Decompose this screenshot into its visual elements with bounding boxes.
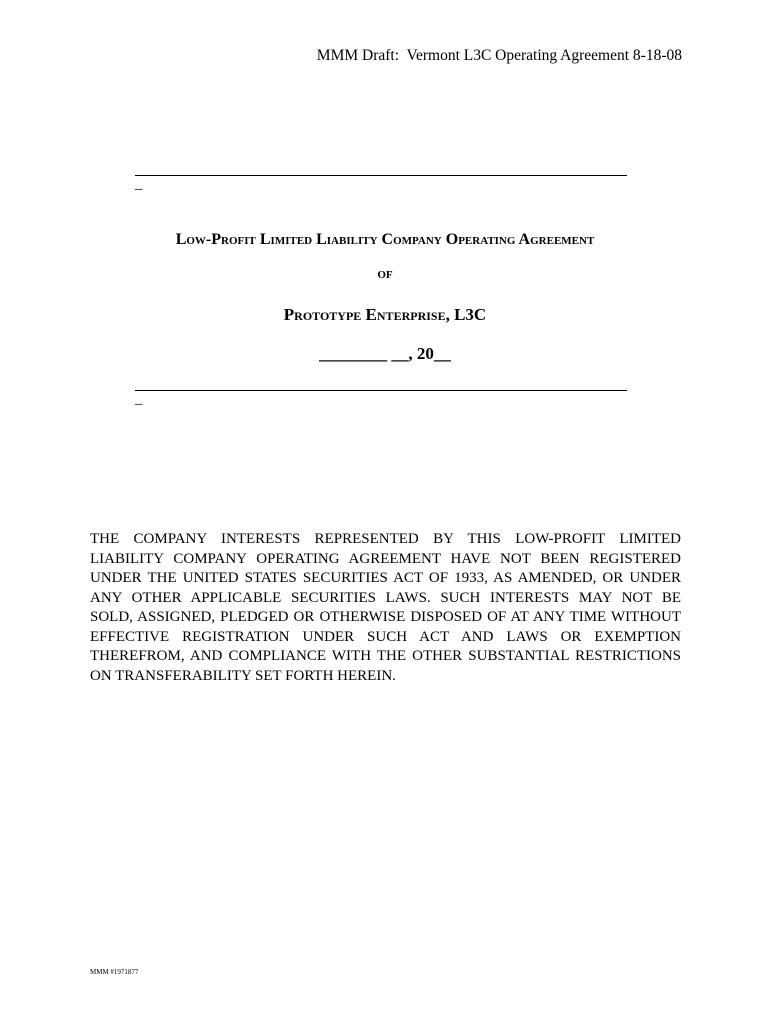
top-divider-rule: [135, 175, 627, 176]
legend-line: LIABILITY COMPANY OPERATING AGREEMENT HAVE NOT BEEN REGISTERED: [90, 550, 681, 567]
legend-line: THE COMPANY INTERESTS REPRESENTED BY THIS LOW-PROFIT LIMITED: [90, 531, 681, 547]
legend-line: ANY OTHER APPLICABLE SECURITIES LAWS. SUCH INTERESTS MAY NOT BE: [90, 589, 681, 606]
draft-header: MMM Draft: Vermont L3C Operating Agreement 8-18-08: [316, 47, 682, 64]
legend-line: SOLD, ASSIGNED, PLEDGED OR OTHERWISE DISPOSED OF AT ANY TIME WITHOUT: [90, 609, 681, 625]
legend-line: UNDER THE UNITED STATES SECURITIES ACT OF 1933, AS AMENDED, OR UNDER: [90, 570, 681, 586]
legend-line: ON TRANSFERABILITY SET FORTH HEREIN.: [90, 667, 396, 684]
date-blank: ________ __, 20__: [319, 344, 451, 363]
bottom-divider-rule: [135, 390, 627, 391]
legend-line: THEREFROM, AND COMPLIANCE WITH THE OTHER SUBSTANTIAL RESTRICTIONS: [90, 648, 681, 664]
legend-line: EFFECTIVE REGISTRATION UNDER SUCH ACT AND LAWS OR EXEMPTION: [90, 628, 681, 645]
company-name: Prototype Enterprise, L3C: [283, 305, 487, 324]
bottom-rule-mark: _: [135, 391, 143, 407]
document-number-footer: MMM #1971877: [90, 968, 139, 976]
securities-legend: [90, 530, 681, 686]
top-rule-mark: _: [135, 176, 143, 192]
title-of-word: of: [377, 265, 393, 282]
agreement-title: Low-Profit Limited Liability Company Operating Agreement: [175, 231, 595, 248]
